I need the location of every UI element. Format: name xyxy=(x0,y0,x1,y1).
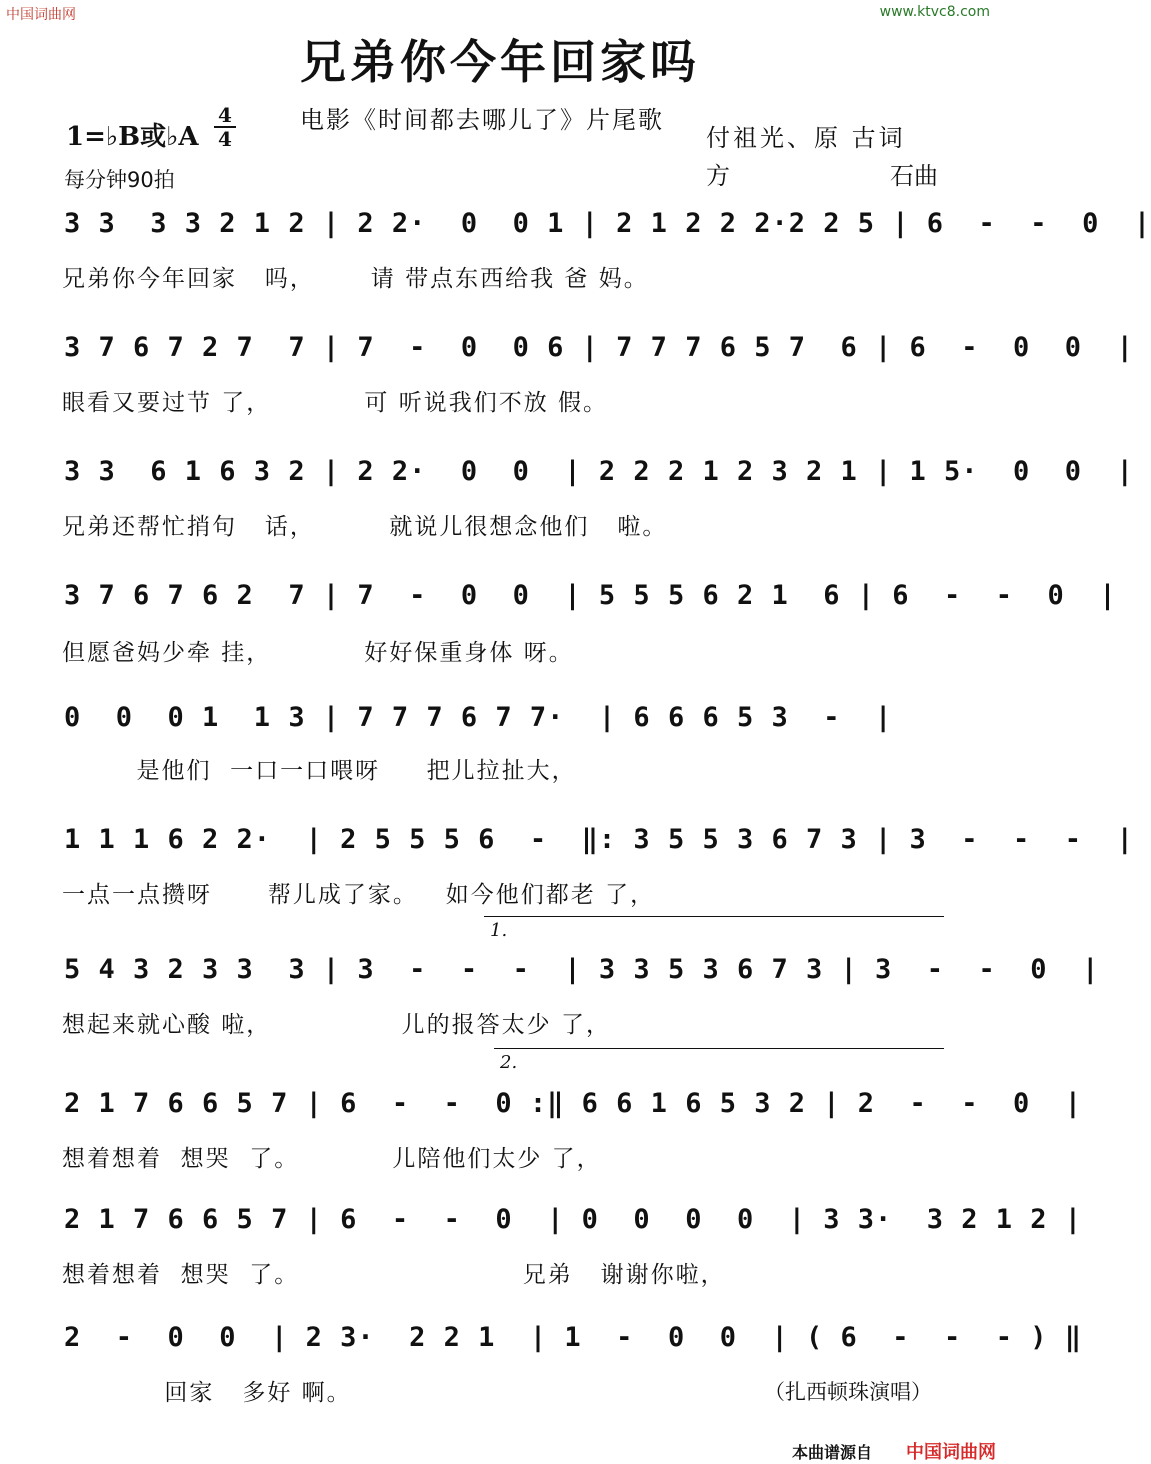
key-signature: 1=♭B或♭A xyxy=(66,122,199,152)
notation-line-3: 3 3 6 1 6 3 2 | 2 2· 0 0 | 2 2 2 1 2 3 2 1 | 1 5· 0 0 | xyxy=(64,456,1134,487)
lyrics-line-1: 兄弟你今年回家 吗， 请 带点东西给我 爸 妈。 xyxy=(62,266,649,292)
song-title: 兄弟你今年回家吗 xyxy=(300,35,700,89)
lyrics-line-5: 是他们 一口一口喂呀 把儿拉扯大， xyxy=(62,758,577,784)
lyrics-line-3: 兄弟还帮忙捎句 话， 就说儿很想念他们 啦。 xyxy=(62,514,668,540)
second-ending-mark: 2. xyxy=(500,1052,518,1073)
second-ending-bracket xyxy=(494,1048,944,1049)
source-note: 本曲谱源自 xyxy=(792,1443,873,1462)
tempo-marking: 每分钟90拍 xyxy=(64,168,175,192)
first-ending-bracket xyxy=(484,916,944,917)
notation-line-2: 3 7 6 7 2 7 7 | 7 - 0 0 6 | 7 7 7 6 5 7 6 | 6 - 0 0 | xyxy=(64,332,1134,363)
lyrics-line-10: 回家 多好 啊。 xyxy=(62,1380,352,1406)
lyrics-line-9: 想着想着 想哭 了。 兄弟 谢谢你啦， xyxy=(62,1262,726,1288)
time-signature-bottom: 4 xyxy=(218,127,232,151)
composer-credit xyxy=(706,156,938,191)
notation-line-10: 2 - 0 0 | 2 3· 2 2 1 | 1 - 0 0 | ( 6 - - - ) ‖ xyxy=(64,1322,1083,1353)
notation-line-6: 1 1 1 6 2 2· | 2 5 5 5 6 - ‖: 3 5 5 3 6 7 3 | 3 - - - | xyxy=(64,824,1134,855)
site-watermark-right: www.ktvc8.com xyxy=(879,4,990,20)
performer-credit: （扎西顿珠演唱） xyxy=(764,1380,932,1404)
notation-line-9: 2 1 7 6 6 5 7 | 6 - - 0 | 0 0 0 0 | 3 3· 3 2 1 2 | xyxy=(64,1204,1083,1235)
lyrics-line-4: 但愿爸妈少牵 挂， 好好保重身体 呀。 xyxy=(62,640,574,666)
song-subtitle: 电影《时间都去哪儿了》片尾歌 xyxy=(300,106,664,134)
time-signature xyxy=(212,104,238,150)
lyrics-line-7: 想起来就心酸 啦， 儿的报答太少 了， xyxy=(62,1012,611,1038)
first-ending-mark: 1. xyxy=(490,920,508,941)
notation-line-4: 3 7 6 7 6 2 7 | 7 - 0 0 | 5 5 5 6 2 1 6 | 6 - - 0 | xyxy=(64,580,1117,611)
site-watermark-left: 中国词曲网 xyxy=(6,7,76,23)
notation-line-8: 2 1 7 6 6 5 7 | 6 - - 0 :‖ 6 6 1 6 5 3 2 | 2 - - 0 | xyxy=(64,1088,1083,1119)
notation-line-1: 3 3 3 3 2 1 2 | 2 2· 0 0 1 | 2 1 2 2 2·2 2 5 | 6 - - 0 | xyxy=(64,208,1151,239)
source-site: 中国词曲网 xyxy=(906,1442,996,1463)
lyrics-line-2: 眼看又要过节 了， 可 听说我们不放 假。 xyxy=(62,390,609,416)
lyrics-line-6: 一点一点攒呀 帮儿成了家。 如今他们都老 了， xyxy=(62,882,656,908)
notation-line-7: 5 4 3 2 3 3 3 | 3 - - - | 3 3 5 3 6 7 3 | 3 - - 0 | xyxy=(64,954,1100,985)
lyricist-credit: 付祖光、原 古词 xyxy=(706,124,906,152)
composer-suffix: 石曲 xyxy=(890,162,938,190)
composer-name: 方 xyxy=(706,162,730,190)
lyrics-line-8: 想着想着 想哭 了。 儿陪他们太少 了， xyxy=(62,1146,602,1172)
notation-line-5: 0 0 0 1 1 3 | 7 7 7 6 7 7· | 6 6 6 5 3 - | xyxy=(64,702,893,733)
time-signature-top: 4 xyxy=(218,103,232,127)
